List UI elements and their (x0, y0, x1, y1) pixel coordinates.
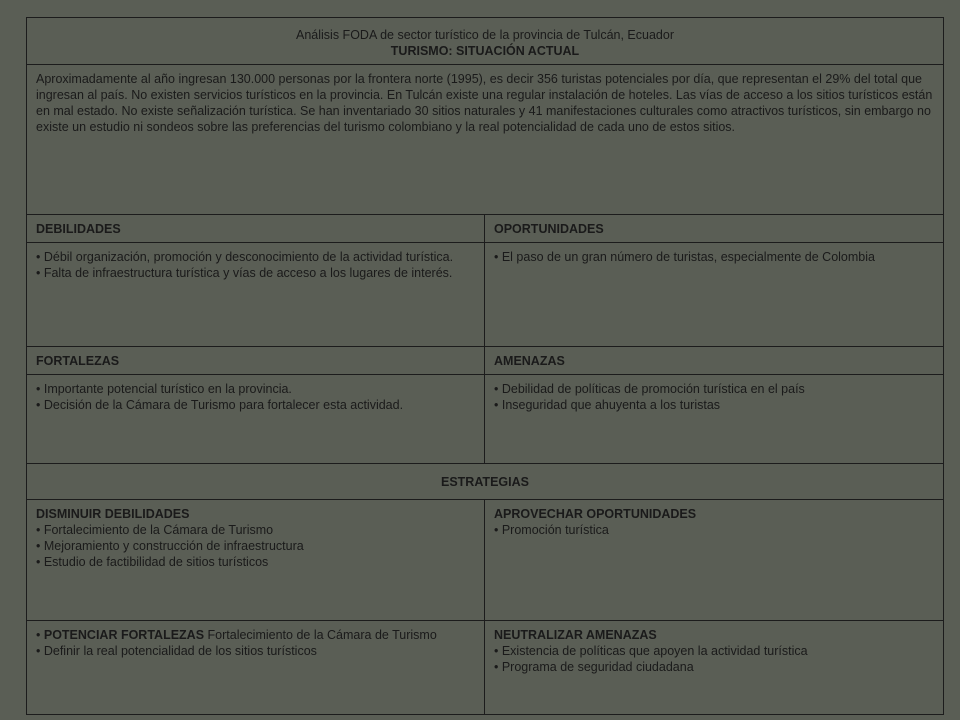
situation-cell (27, 65, 944, 215)
foda-table (26, 17, 944, 715)
oportunidades-cell (485, 243, 944, 347)
potenciar-first-text: Fortalecimiento de la Cámara de Turismo (204, 628, 437, 642)
potenciar-heading: POTENCIAR FORTALEZAS (43, 628, 205, 642)
aprovechar-item: • Promoción turística (494, 523, 609, 537)
header-cell (27, 18, 944, 65)
situation-row (27, 65, 944, 215)
header-row (27, 18, 944, 65)
oportunidades-item: • El paso de un gran número de turistas, especialmente de Colombia (494, 250, 875, 264)
situation-text: Aproximadamente al año ingresan 130.000 personas por la frontera norte (1995), es decir 356 turistas potenciales por día, que representan el 29% del total que ingresan al país. No existen servicios turísticos en la provincia. En Tulcán existe una regular instalación de hoteles. Las vías de acceso a los sitios turísticos están en mal estado. No existe señalización turística. Se han inventariado 30 sitios naturales y 41 manifestaciones culturales como atractivos turísticos, sin embargo no existe un estudio ni sondeos sobre las preferencias del turismo colombiano y la real potencialidad de cada uno de estos sitios. (36, 72, 933, 134)
potenciar-cell (27, 621, 485, 715)
neutralizar-heading: NEUTRALIZAR AMENAZAS (494, 628, 657, 642)
potenciar-bullet: • (36, 628, 44, 642)
neutralizar-cell (485, 621, 944, 715)
oportunidades-heading (485, 215, 944, 243)
estrategias-heading-row (27, 464, 944, 500)
estrategias-heading-text: ESTRATEGIAS (441, 474, 529, 489)
fa-heading-row (27, 347, 944, 375)
amenazas-heading (485, 347, 944, 375)
do-content-row (27, 243, 944, 347)
do-heading-row (27, 215, 944, 243)
debilidades-item: • Falta de infraestructura turística y vías de acceso a los lugares de interés. (36, 266, 453, 280)
debilidades-heading (27, 215, 485, 243)
fortalezas-item: • Importante potencial turístico en la provincia. (36, 382, 292, 396)
potenciar-item: • Definir la real potencialidad de los sitios turísticos (36, 644, 317, 658)
neutralizar-item: • Programa de seguridad ciudadana (494, 660, 694, 674)
estrategias-heading (27, 464, 944, 500)
strategies-row-2 (27, 621, 944, 715)
fa-content-row (27, 375, 944, 464)
disminuir-item: • Estudio de factibilidad de sitios turísticos (36, 555, 269, 569)
disminuir-item: • Fortalecimiento de la Cámara de Turismo (36, 523, 274, 537)
amenazas-heading-text: AMENAZAS (494, 353, 565, 368)
debilidades-heading-text: DEBILIDADES (36, 221, 121, 236)
fortalezas-cell (27, 375, 485, 464)
amenazas-item: • Debilidad de políticas de promoción turística en el país (494, 382, 805, 396)
aprovechar-heading: APROVECHAR OPORTUNIDADES (494, 507, 697, 521)
fortalezas-item: • Decisión de la Cámara de Turismo para fortalecer esta actividad. (36, 398, 404, 412)
amenazas-item: • Inseguridad que ahuyenta a los turistas (494, 398, 721, 412)
potenciar-first-item (36, 627, 475, 643)
debilidades-cell (27, 243, 485, 347)
debilidades-item: • Débil organización, promoción y desconocimiento de la actividad turística. (36, 250, 454, 264)
oportunidades-heading-text: OPORTUNIDADES (494, 221, 604, 236)
strategies-row-1 (27, 500, 944, 621)
aprovechar-cell (485, 500, 944, 621)
disminuir-heading: DISMINUIR DEBILIDADES (36, 507, 190, 521)
disminuir-item: • Mejoramiento y construcción de infraestructura (36, 539, 304, 553)
document-title: TURISMO: SITUACIÓN ACTUAL (390, 44, 580, 58)
amenazas-cell (485, 375, 944, 464)
disminuir-cell (27, 500, 485, 621)
fortalezas-heading-text: FORTALEZAS (36, 353, 120, 368)
neutralizar-item: • Existencia de políticas que apoyen la actividad turística (494, 644, 808, 658)
fortalezas-heading (27, 347, 485, 375)
document-subtitle: Análisis FODA de sector turístico de la provincia de Tulcán, Ecuador (296, 28, 674, 42)
